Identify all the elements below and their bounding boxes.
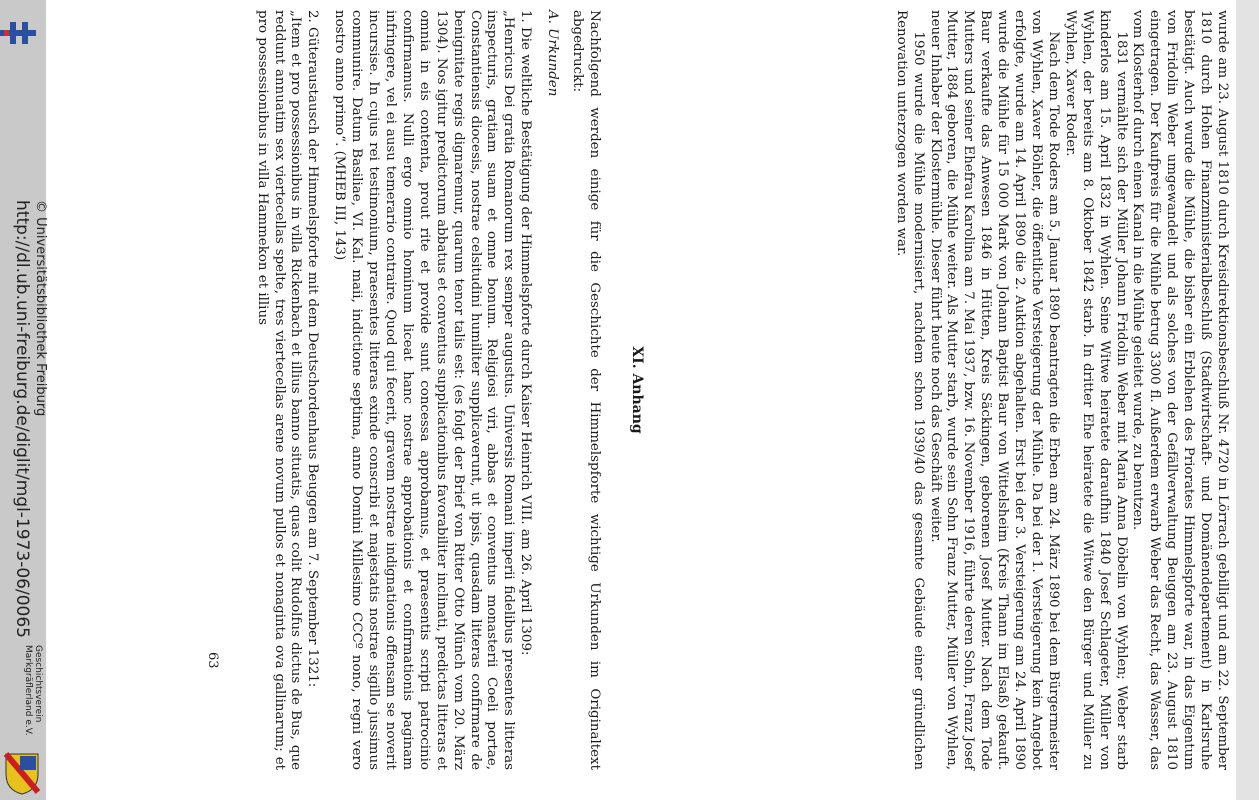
paragraph: 1831 vermählte sich der Müller Johann Fridolin Weber mit Maria Anna Döbelin von Wyhlen; Weber starb kinderlos am 15. April 1832 in Wyhlen. Seine Witwe heiratete daraufhin 1840 Josef Schlageter, Müller von Wyhlen, der bereits am 8. Oktober 1842 starb. In dritter Ehe heiratete die Witwe den Bürger und Müller zu Wyhlen, Xaver Roder. <box>1062 10 1129 770</box>
society-line1: Geschichtsverein <box>33 645 43 723</box>
society-crest-icon <box>2 752 42 796</box>
paragraph: 1950 wurde die Mühle modernisiert, nachdem schon 1939/40 das gesamte Gebäude einer gründlichen Renovation unterzogen worden war. <box>893 10 926 770</box>
section-heading: XI. Anhang <box>629 346 645 434</box>
right-sidebar <box>1236 0 1259 800</box>
paragraph: Nach dem Tode Roders am 5. Januar 1890 beantragten die Erben am 24. März 1890 bei dem Bürgermeister von Wyhlen, Xaver Böhler, die öffentliche Versteigerung der Mühle. Da bei der 1. Versteigerung kein Angebot erfolgte, wurde am 14. April 1890 die 2. Auktion abgehalten. Erst bei der 3. Versteigerung am 24. April 1890 wurde die Mühle für 15 000 Mark von Johann Baptist Baur von Wittelsheim (Kreis Thann im Elsaß) gekauft. Baur verkaufte das Anwesen 1846 in Hütten, Kreis Säckingen, geborenen Josef Mutter. Nach dem Tode Mutters und seiner Ehefrau Karolina am 7. Mai 1937, bzw. 16. November 1916, führte deren Sohn, Franz Josef Mutter, 1884 geboren, die Mühle weiter. Als Mutter starb, wurde sein Sohn Franz Mutter, Müller von Wyhlen, neuer Inhaber der Klostermühle. Dieser führt heute noch das Geschäft weiter. <box>927 10 1061 770</box>
item-title: 1. Die weltliche Bestätigung der Himmelspforte durch Kaiser Heinrich VIII. am 26. April 1309: <box>518 10 534 656</box>
paragraph: wurde am 23. August 1810 durch Kreisdirektionsbeschluß Nr. 4720 in Lörrach gebilligt und am 22. September 1810 durch Hohen Finanzministerialbeschluß (Stadtwirtschaft- und Domänendepartement) in Karlsruhe bestätigt. Auch wurde die Mühle, die bisher ein Erblehen des Priorates Himmelspforte war, in das Eigentum von Fridolin Weber umgewandelt und als solches von der Gefällverwaltung Beuggen am 23. August 1810 eingetragen. Der Kaufpreis für die Mühle betrug 3300 fl. Außerdem erwarb Weber das Recht, das Wasser, das vom Klosterhof durch einen Kanal in die Mühle geleitet wurde, zu benutzen. <box>1130 10 1230 770</box>
appendix-block <box>253 10 602 770</box>
page-number: 63 <box>205 652 220 669</box>
document-url[interactable]: http://dl.ub.uni-freiburg.de/diglit/mgl-1973-06/0065 <box>12 200 32 638</box>
society-label <box>23 645 43 736</box>
top-text-block <box>892 10 1230 770</box>
intro-paragraph: Nachfolgend werden einige für die Geschichte der Himmelspforte wichtige Urkunden im Originaltext abgedruckt: <box>570 10 602 770</box>
left-sidebar <box>0 0 46 800</box>
item-title: 2. Güteraustausch der Himmelspforte mit dem Deutschordenhaus Beuggen am 7. September 1321: <box>305 10 321 688</box>
item-text: „Henricus Dei gratia Romanorum rex semper augustus. Universis Romani imperii fidelibus presentes litteras inspecturis, gratiam suam et omne bonum. Religiosi viri, abbas et conventus monasterii Coeli portae, Constantiensis diocesis, nostrae celsitudini humiliter supplicaverunt, ut ipsis, quasdam litteras confirmare de benignitate regis dignaremur, quarum tenor talis est: (es folgt der Brief von Ritter Otto Münch vom 20. März 1304). Nos igitur predictorum abbatus et conventus supplicationibus favorabiliter inclinati, predictas litteras et omnia in eis contenta, prout rite et provide sunt concessa approbamus, et praesentis scripti patrocinio confirmamus. Nulli ergo omnio hominum liceat hanc nostrae approbationis et confirmationis paginam infringere, vel ei ausu temerario contraire. Quod qui fecerit, gravem nostrae indignationis offensam se noverit incursise. In cujus rei testimonium, praesentes litteras exinde conscribi et majestatis nostrae sigillo jussimus communire. Datum Basiliae, VI. Kal. maii, indictione septima, anno Domini Millesimo CCCº nono, regni vero nostro anno primo“. (MHEB III, 143) <box>332 10 517 770</box>
society-line2: Markgräflerland e.V. <box>23 645 33 736</box>
subsection-heading: A. Urkunden <box>545 10 561 97</box>
document-page <box>205 10 1230 770</box>
copyright-text: © Universitätsbibliothek Freiburg <box>33 200 48 417</box>
item-text: „Item et pro possessionibus in villa Rickenbach et illius banno situatis, quas colit Rudolfus dictus de Bus, que reddunt annuatim sex viertecellas spelte, tres viertecellas arene novum pullos et nonaginta ova gallinarum; et pro possessionibus in villa Hammekon et illius <box>254 10 304 770</box>
